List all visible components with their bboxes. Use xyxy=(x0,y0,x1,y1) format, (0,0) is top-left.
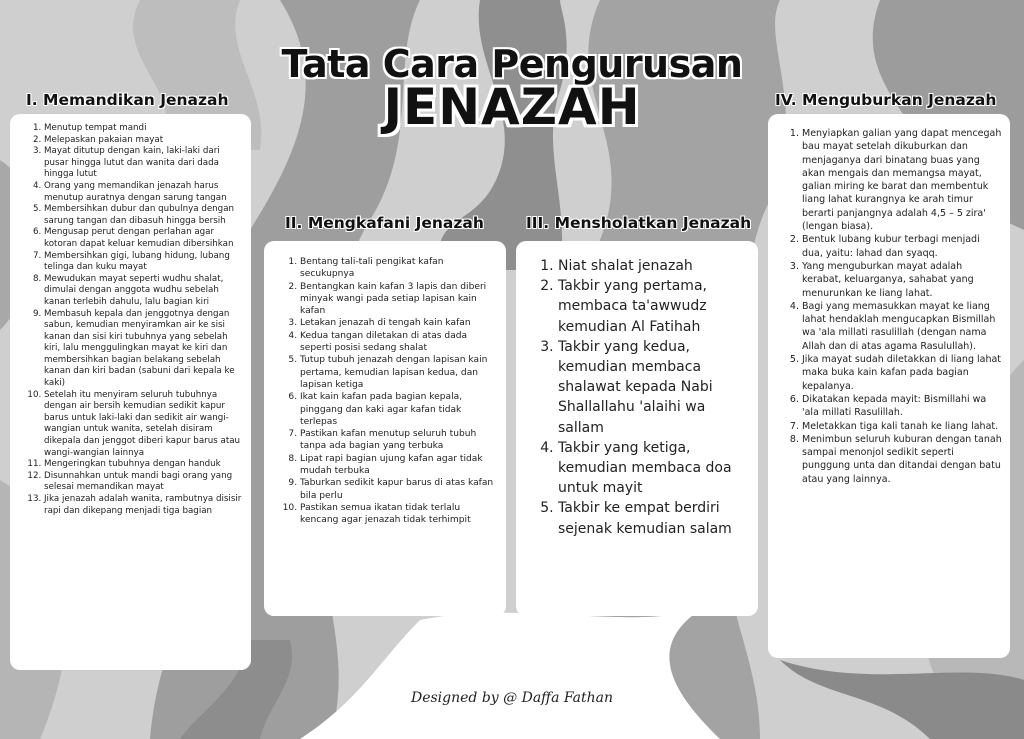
list-item: 12. Disunnahkan untuk mandi bagi orang yang selesai memandikan mayat xyxy=(44,471,245,494)
list-item: 1. Menutup tempat mandi xyxy=(44,123,245,135)
section-heading-mengkafani: II. Mengkafani Jenazah xyxy=(285,214,484,232)
section-heading-memandikan: I. Memandikan Jenazah xyxy=(26,91,229,109)
list-item: 3. Takbir yang kedua, kemudian membaca shalawat kepada Nabi Shallallahu 'alaihi wa sallam xyxy=(558,337,750,438)
list-item: 7. Pastikan kafan menutup seluruh tubuh tanpa ada bagian yang terbuka xyxy=(300,428,498,453)
list-item: 2. Bentangkan kain kafan 3 lapis dan diberi minyak wangi pada setiap lapisan kain kafan xyxy=(300,281,498,318)
list-item: 7. Meletakkan tiga kali tanah ke liang lahat. xyxy=(802,420,1002,433)
list-item: 5. Jika mayat sudah diletakkan di liang lahat maka buka kain kafan pada bagian kepalanya. xyxy=(802,353,1002,393)
list-item: 3. Yang menguburkan mayat adalah kerabat, keluarganya, sahabat yang menurunkan ke liang lahat. xyxy=(802,260,1002,300)
list-item: 8. Mewudukan mayat seperti wudhu shalat, dimulai dengan anggota wudhu sebelah kanan terlebih dahulu, lalu bagian kiri xyxy=(44,274,245,309)
list-item: 5. Tutup tubuh jenazah dengan lapisan kain pertama, kemudian lapisan kedua, dan lapisan ketiga xyxy=(300,354,498,391)
list-item: 1. Bentang tali-tali pengikat kafan secukupnya xyxy=(300,256,498,281)
list-item: 9. Taburkan sedikit kapur barus di atas kafan bila perlu xyxy=(300,477,498,502)
list-item: 8. Lipat rapi bagian ujung kafan agar tidak mudah terbuka xyxy=(300,453,498,478)
list-item: 2. Bentuk lubang kubur terbagi menjadi dua, yaitu: lahad dan syaqq. xyxy=(802,233,1002,260)
section-heading-menguburkan: IV. Menguburkan Jenazah xyxy=(775,91,997,109)
list-item: 9. Membasuh kepala dan jenggotnya dengan sabun, kemudian menyiramkan air ke sisi kanan dan sisi kiri tubuhnya yang sebelah kiri, lalu menggulingkan mayat ke kiri dan membersihkan bagian belakang sebelah kanan dan kiri badan (sabuni dari kepala ke kaki) xyxy=(44,309,245,390)
steps-menguburkan xyxy=(770,127,1002,486)
list-item: 1. Menyiapkan galian yang dapat mencegah bau mayat setelah dikuburkan dan menjaganya dari binatang buas yang akan mengais dan memangsa mayat, galian miring ke barat dan membentuk liang lahat kurangnya ke arah timur berarti panjangnya adalah 4,5 – 5 zira' (lengan biasa). xyxy=(802,127,1002,233)
page-title-line-2: JENAZAH xyxy=(383,78,641,136)
card-memandikan xyxy=(10,114,251,670)
card-mengkafani xyxy=(264,241,506,616)
list-item: 3. Mayat ditutup dengan kain, laki-laki dari pusar hingga lutut dan wanita dari dada hingga lutut xyxy=(44,146,245,181)
list-item: 2. Takbir yang pertama, membaca ta'awwudz kemudian Al Fatihah xyxy=(558,276,750,337)
list-item: 8. Menimbun seluruh kuburan dengan tanah sampai menonjol sedikit seperti punggung unta dan ditandai dengan batu atau yang lainnya. xyxy=(802,433,1002,486)
list-item: 4. Kedua tangan diletakan di atas dada seperti posisi sedang shalat xyxy=(300,330,498,355)
designer-credit: Designed by @ Daffa Fathan xyxy=(410,690,614,706)
list-item: 6. Mengusap perut dengan perlahan agar kotoran dapat keluar kemudian dibersihkan xyxy=(44,227,245,250)
list-item: 2. Melepaskan pakaian mayat xyxy=(44,135,245,147)
steps-memandikan xyxy=(12,123,245,517)
list-item: 5. Takbir ke empat berdiri sejenak kemudian salam xyxy=(558,498,750,538)
list-item: 11. Mengeringkan tubuhnya dengan handuk xyxy=(44,459,245,471)
list-item: 10. Pastikan semua ikatan tidak terlalu kencang agar jenazah tidak terhimpit xyxy=(300,502,498,527)
list-item: 4. Orang yang memandikan jenazah harus menutup auratnya dengan sarung tangan xyxy=(44,181,245,204)
list-item: 7. Membersihkan gigi, lubang hidung, lubang telinga dan kuku mayat xyxy=(44,251,245,274)
list-item: 1. Niat shalat jenazah xyxy=(558,256,750,276)
list-item: 6. Ikat kain kafan pada bagian kepala, pinggang dan kaki agar kafan tidak terlepas xyxy=(300,391,498,428)
steps-mensholatkan xyxy=(520,256,750,539)
list-item: 4. Takbir yang ketiga, kemudian membaca doa untuk mayit xyxy=(558,438,750,499)
list-item: 3. Letakan jenazah di tengah kain kafan xyxy=(300,317,498,329)
card-mensholatkan xyxy=(516,241,758,616)
list-item: 5. Membersihkan dubur dan qubulnya dengan sarung tangan dan dibasuh hingga bersih xyxy=(44,204,245,227)
list-item: 6. Dikatakan kepada mayit: Bismillahi wa 'ala millati Rasulillah. xyxy=(802,393,1002,420)
list-item: 10. Setelah itu menyiram seluruh tubuhnya dengan air bersih kemudian sedikit kapur barus untuk laki-laki dan sedikit air wangi-wangian untuk wanita, setelah disiram dikepala dan jenggot diberi kapur barus atau wangi-wangian lainnya xyxy=(44,390,245,460)
card-menguburkan xyxy=(768,114,1010,658)
steps-mengkafani xyxy=(266,256,498,527)
list-item: 4. Bagi yang memasukkan mayat ke liang lahat hendaklah mengucapkan Bismillah wa 'ala millati rasulillah (dengan nama Allah dan di atas agama Rasulullah). xyxy=(802,300,1002,353)
section-heading-mensholatkan: III. Mensholatkan Jenazah xyxy=(526,214,752,232)
list-item: 13. Jika jenazah adalah wanita, rambutnya disisir rapi dan dikepang menjadi tiga bagian xyxy=(44,494,245,517)
page-title-line-1: Tata Cara Pengurusan xyxy=(281,42,743,86)
